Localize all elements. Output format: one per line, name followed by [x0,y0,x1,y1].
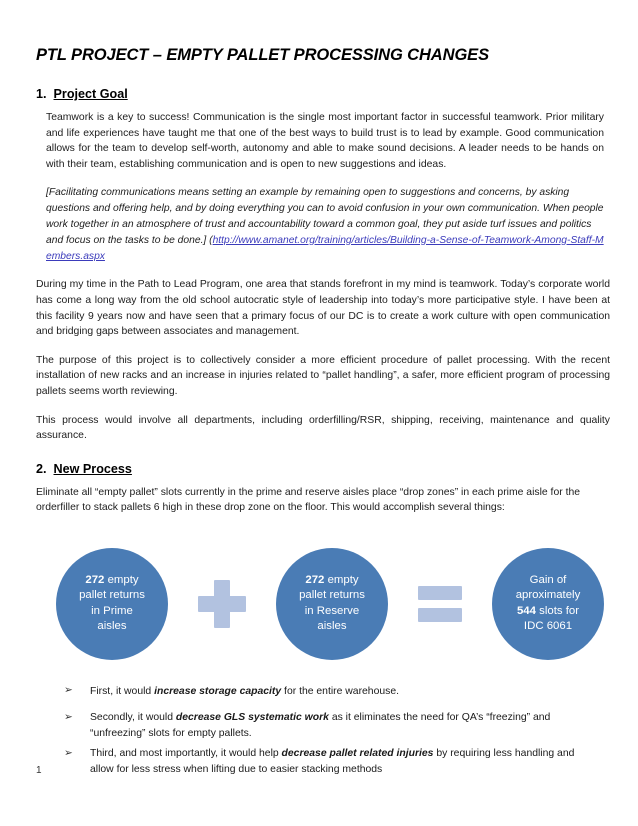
bullet-post: as it eliminates the need for QA’s “freezing” and “unfreezing” slots for empty pallets. [90,712,551,739]
node-line4: aisles [97,620,127,633]
node-line3: in Reserve [304,604,360,617]
section-number: 2. [36,461,47,476]
arrow-bullet-icon: ➢ [64,684,73,697]
bullet-pre: Third, and most importantly, it would help [90,748,282,760]
diagram-node-reserve [276,548,388,660]
node-text: slots for [535,604,580,617]
diagram-node-gain [492,548,604,660]
amanet-article-link[interactable]: http://www.amanet.org/training/articles/Building-a-Sense-of-Teamwork-Among-Staff-Members.aspx [46,234,604,262]
bullet-post: by requiring less handling and allow for less stress when lifting due to easier stacking methods [90,748,575,775]
paragraph-teamwork: Teamwork is a key to success! Communication is the single most important factor in successful teamwork. Prior military and life experiences have taught me that one of the best ways to build trust is to lead by example. Good communication allows for the team to develop self-worth, autonomy and able to make sound decisions. A leader needs to be hands on with their team, establishing communication and is open to new suggestions and ideas. [46,112,604,170]
section-label: Project Goal [53,87,128,101]
node-line3: in Prime [91,604,133,617]
paragraph-new-process: Eliminate all “empty pallet” slots currently in the prime and reserve aisles place “drop zones” in each prime aisle for the orderfiller to stack pallets 6 high in these drop zone on the floor. This would accomplish several things: [36,486,581,514]
node-line2: pallet returns [79,589,145,602]
section-heading-new-process [36,462,610,476]
equals-operator-icon [418,586,462,622]
benefits-list [36,684,610,777]
list-item [64,746,600,777]
bullet-emphasis: decrease pallet related injuries [281,748,434,760]
section-number: 1. [36,87,47,101]
node-value: 272 [85,573,105,586]
paragraph-quote [46,185,604,264]
quote-text: [Facilitating communications means setting an example by remaining open to suggestions and concerns, by asking questions and offering help, and by doing everything you can to avoid confusion in your own communication. When people work together in an atmosphere of trust and accountability toward a common goal, they put aside turf issues and politics and focus on the tasks to be done.] ( [46,187,604,246]
arrow-bullet-icon: ➢ [64,710,73,723]
paragraph-path-to-lead: During my time in the Path to Lead Program, one area that stands forefront in my mind is teamwork. Today’s corporate world has come a long way from the old school autocratic style of leadership into today’s more participative style. I have been at this facility 9 years now and have seen that a primary focus of our DC is to create a work culture with open communication and bridging gaps between associates and management. [36,279,610,338]
bullet-pre: Secondly, it would [90,712,176,724]
bullet-post: for the entire warehouse. [281,685,400,697]
plus-operator-icon [198,580,246,628]
node-line2: pallet returns [299,589,365,602]
diagram-node-prime [56,548,168,660]
list-item [64,710,600,741]
equals-bar-bottom [418,608,462,622]
bullet-emphasis: increase storage capacity [154,685,282,697]
list-item [64,684,600,699]
section-label: New Process [53,461,132,476]
equals-bar-top [418,586,462,600]
bullet-emphasis: decrease GLS systematic work [175,712,329,724]
node-value: 272 [305,573,325,586]
paragraph-departments: This process would involve all departments, including orderfilling/RSR, shipping, receiving, maintenance and quality assurance. [36,414,610,442]
node-line4: IDC 6061 [523,620,573,633]
pallet-gain-diagram [36,540,610,668]
node-text: empty [104,573,139,586]
node-text: empty [324,573,359,586]
bullet-pre: First, it would [90,685,155,697]
section-1-body [36,110,610,264]
paragraph-project-purpose: The purpose of this project is to collectively consider a more efficient procedure of pallet processing. With the recent installation of new racks and an increase in injuries related to “pallet handling”, a safer, more efficient program of processing pallets seems worth reviewing. [36,354,610,397]
node-line1: Gain of [529,573,567,586]
node-value: 544 [516,604,536,617]
node-line4: aisles [317,620,347,633]
section-heading-project-goal [36,87,610,101]
node-line2: aproximately [515,589,581,602]
page-title: PTL PROJECT – EMPTY PALLET PROCESSING CHANGES [36,46,489,64]
arrow-bullet-icon: ➢ [64,746,73,759]
page-number: 1 [36,765,42,776]
